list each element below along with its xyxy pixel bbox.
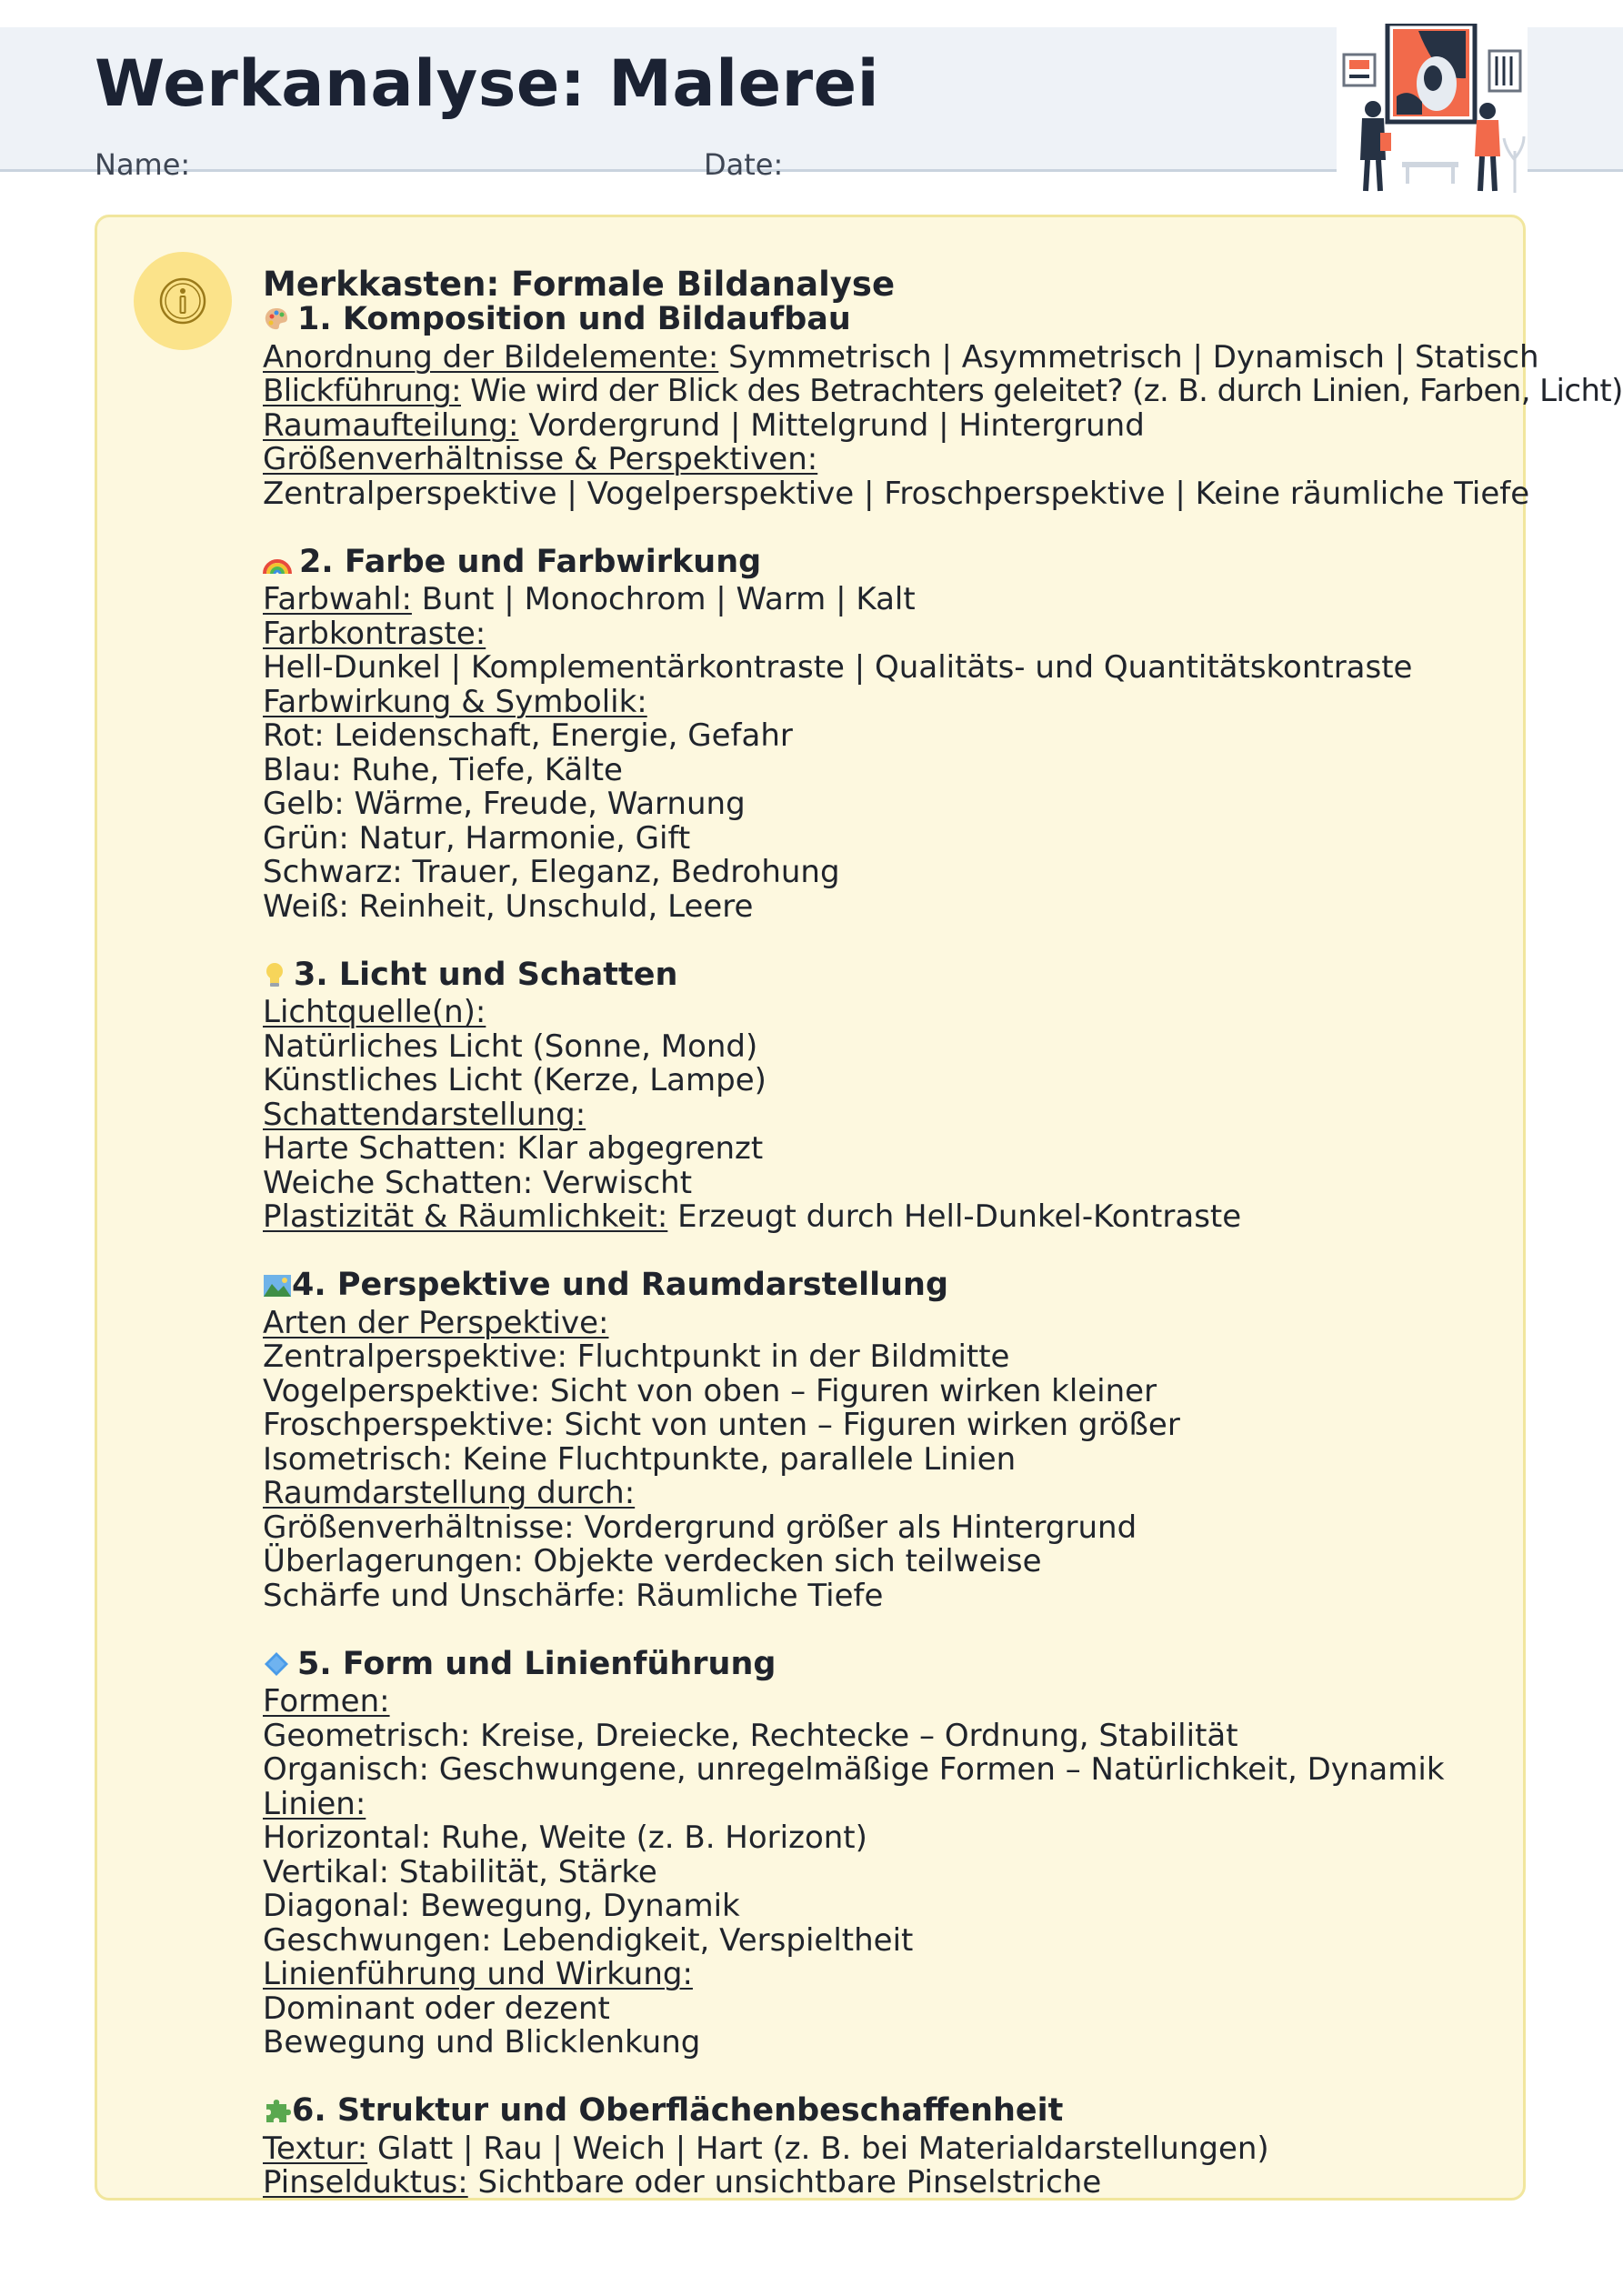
- gallery-visitors-illustration: [1337, 24, 1528, 193]
- list-item: Horizontal: Ruhe, Weite (z. B. Horizont): [263, 1820, 867, 1856]
- section-heading-form: [263, 1645, 1508, 1686]
- term-label: Raumaufteilung:: [263, 406, 519, 444]
- section-heading-text: 5. Form und Linienführung: [297, 1645, 776, 1682]
- list-item: Rot: Leidenschaft, Energie, Gefahr: [263, 717, 793, 754]
- list-item: Bewegung und Blicklenkung: [263, 2024, 701, 2060]
- list-item: [263, 617, 1508, 652]
- list-item: [263, 1304, 1508, 1341]
- section-heading-text: 4. Perspektive und Raumdarstellung: [292, 1267, 948, 1303]
- list-item: [263, 2132, 1508, 2167]
- merkkasten-box: [95, 215, 1623, 2201]
- list-item: Dominant oder dezent: [263, 1990, 610, 2027]
- list-item: Zentralperspektive | Vogelperspektive | Froschperspektive | Keine räumliche Tiefe: [263, 475, 1530, 512]
- section-heading-text: 6. Struktur und Oberflächenbeschaffenheit: [292, 2092, 1064, 2129]
- list-item: Vertikal: Stabilität, Stärke: [263, 1853, 657, 1890]
- list-item: [263, 338, 1539, 376]
- term-label: Raumdarstellung durch:: [263, 1475, 636, 1511]
- rainbow-icon: [263, 548, 292, 584]
- section-heading-text: 3. Licht und Schatten: [294, 956, 678, 993]
- list-item: Harte Schatten: Klar abgegrenzt: [263, 1130, 764, 1167]
- term-values: Wie wird der Blick des Betrachters geleitet? (z. B. durch Linien, Farben, Licht): [460, 373, 1623, 409]
- spacer: [263, 924, 1508, 958]
- list-item: [263, 996, 1508, 1030]
- list-item: Froschperspektive: Sicht von unten – Figuren wirken größer: [263, 1407, 1180, 1443]
- list-item: Weiche Schatten: Verwischt: [263, 1164, 693, 1201]
- list-item: [263, 2166, 1508, 2201]
- list-item: Schärfe und Unschärfe: Räumliche Tiefe: [263, 1577, 884, 1614]
- section-heading-text: 2. Farbe und Farbwirkung: [299, 543, 762, 580]
- term-values: Erzeugt durch Hell-Dunkel-Kontraste: [667, 1198, 1242, 1235]
- lightbulb-icon: [263, 961, 286, 997]
- list-item: Zentralperspektive: Fluchtpunkt in der Bildmitte: [263, 1338, 1010, 1375]
- term-label: Größenverhältnisse & Perspektiven:: [263, 441, 818, 477]
- list-item: [263, 443, 1508, 477]
- list-item: Künstliches Licht (Kerze, Lampe): [263, 1062, 766, 1098]
- name-field-label: Name:: [95, 147, 191, 182]
- list-item: [263, 1477, 1508, 1511]
- term-label: Arten der Perspektive:: [263, 1304, 609, 1341]
- list-item: Geschwungen: Lebendigkeit, Verspieltheit: [263, 1921, 914, 1959]
- spacer: [263, 1613, 1508, 1648]
- list-item: Geometrisch: Kreise, Dreiecke, Rechtecke – Ordnung, Stabilität: [263, 1717, 1238, 1754]
- list-item: Grün: Natur, Harmonie, Gift: [263, 819, 691, 857]
- term-label: Farbkontraste:: [263, 615, 486, 652]
- list-item: Hell-Dunkel | Komplementärkontraste | Qualitäts- und Quantitätskontraste: [263, 649, 1413, 686]
- term-label: Formen:: [263, 1683, 390, 1719]
- landscape-icon: [263, 1271, 292, 1307]
- list-item: [263, 406, 1508, 444]
- palette-icon: [263, 306, 290, 341]
- term-label: Anordnung der Bildelemente:: [263, 338, 719, 376]
- list-item: [263, 1098, 1508, 1133]
- list-item: Organisch: Geschwungene, unregelmäßige Formen – Natürlichkeit, Dynamik: [263, 1751, 1445, 1788]
- section-heading-licht: [263, 958, 1508, 997]
- term-label: Linienführung und Wirkung:: [263, 1956, 693, 1992]
- blue-diamond-icon: [263, 1650, 290, 1686]
- list-item: Schwarz: Trauer, Eleganz, Bedrohung: [263, 854, 840, 890]
- list-item: [263, 1958, 1508, 1992]
- date-field-label: Date:: [704, 147, 784, 182]
- list-item: Blau: Ruhe, Tiefe, Kälte: [263, 751, 623, 788]
- term-label: Farbwirkung & Symbolik:: [263, 683, 647, 720]
- page-title: Werkanalyse: Malerei: [95, 46, 880, 121]
- term-values: Bunt | Monochrom | Warm | Kalt: [411, 581, 916, 617]
- info-icon: [134, 252, 232, 350]
- list-item: [263, 683, 1508, 720]
- section-heading-farbe: [263, 543, 1508, 584]
- merkkasten-content: [263, 265, 1623, 2201]
- list-item: Überlagerungen: Objekte verdecken sich teilweise: [263, 1543, 1042, 1579]
- list-item: Weiß: Reinheit, Unschuld, Leere: [263, 887, 754, 925]
- gallery-illustration-svg: [1337, 24, 1528, 193]
- term-label: Pinselduktus:: [263, 2164, 468, 2201]
- term-values: Vordergrund | Mittelgrund | Hintergrund: [518, 406, 1145, 444]
- list-item: Größenverhältnisse: Vordergrund größer als Hintergrund: [263, 1509, 1137, 1546]
- puzzle-piece-icon: [263, 2097, 292, 2132]
- list-item: [263, 373, 1623, 409]
- term-label: Blickführung:: [263, 373, 461, 409]
- list-item: Isometrisch: Keine Fluchtpunkte, parallele Linien: [263, 1440, 1017, 1478]
- section-heading-perspektive: [263, 1268, 1508, 1307]
- list-item: Vogelperspektive: Sicht von oben – Figuren wirken kleiner: [263, 1372, 1157, 1409]
- list-item: [263, 583, 1508, 617]
- term-label: Farbwahl:: [263, 581, 412, 617]
- term-values: Symmetrisch | Asymmetrisch | Dynamisch | Statisch: [718, 338, 1539, 376]
- section-heading-struktur: [263, 2094, 1508, 2132]
- term-values: Sichtbare oder unsichtbare Pinselstriche: [467, 2164, 1102, 2201]
- term-label: Schattendarstellung:: [263, 1096, 586, 1133]
- list-item: Diagonal: Bewegung, Dynamik: [263, 1888, 740, 1924]
- list-item: [263, 1685, 1508, 1719]
- section-heading-komposition: [263, 303, 1508, 341]
- term-values: Glatt | Rau | Weich | Hart (z. B. bei Materialdarstellungen): [367, 2130, 1269, 2167]
- term-label: Linien:: [263, 1785, 366, 1822]
- term-label: Lichtquelle(n):: [263, 994, 486, 1030]
- list-item: Natürliches Licht (Sonne, Mond): [263, 1028, 758, 1065]
- merkkasten-title: Merkkasten: Formale Bildanalyse: [263, 265, 896, 304]
- spacer: [263, 2060, 1508, 2095]
- section-heading-text: 1. Komposition und Bildaufbau: [297, 301, 851, 337]
- spacer: [263, 511, 1508, 546]
- term-label: Plastizität & Räumlichkeit:: [263, 1198, 668, 1235]
- spacer: [263, 1235, 1508, 1269]
- term-label: Textur:: [263, 2130, 368, 2167]
- list-item: [263, 1200, 1508, 1235]
- list-item: Gelb: Wärme, Freude, Warnung: [263, 786, 746, 822]
- list-item: [263, 1785, 1508, 1822]
